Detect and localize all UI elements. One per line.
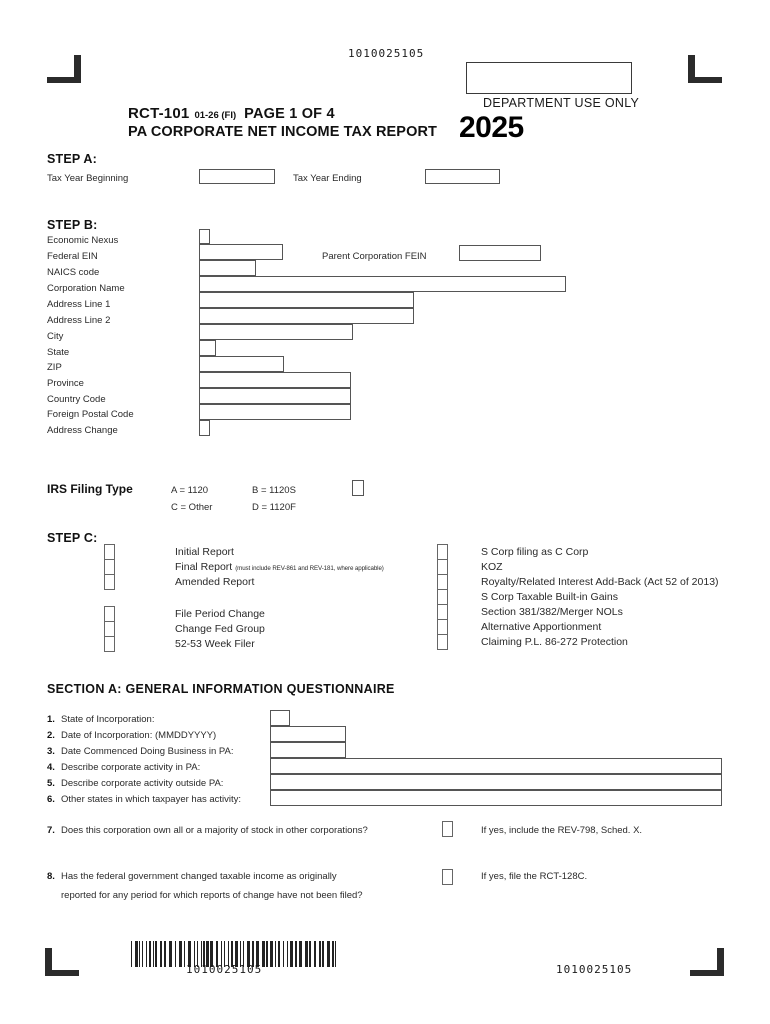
step-c-label-52-53-week-filer: 52-53 Week Filer: [175, 638, 255, 650]
step-c-label-initial-report: Initial Report: [175, 546, 234, 558]
step-c-final-report-note: (must include REV-861 and REV-181, where applicable): [235, 565, 384, 572]
section-a-item-4-label: Describe corporate activity in PA:: [61, 762, 201, 773]
step-c-label-final-report: [175, 561, 384, 573]
step-c-label-file-period-change: File Period Change: [175, 608, 265, 620]
step-c-checkbox-section-381-382-nols[interactable]: [437, 604, 448, 620]
step-b-label-federal-ein: Federal EIN: [47, 251, 98, 262]
step-b-input-zip[interactable]: [199, 356, 284, 372]
form-title-block: [128, 105, 437, 140]
section-a-item-6-number: 6.: [47, 794, 55, 805]
section-a-question-8-checkbox[interactable]: [442, 869, 453, 885]
step-b-label-address-line-2: Address Line 2: [47, 315, 111, 326]
step-c-checkbox-52-53-week-filer[interactable]: [104, 636, 115, 652]
tax-year-beginning-input[interactable]: [199, 169, 275, 184]
step-b-input-address-change[interactable]: [199, 420, 210, 436]
parent-corporation-fein-label: Parent Corporation FEIN: [322, 251, 427, 262]
section-a-item-1-input[interactable]: [270, 710, 290, 726]
page-of-label: PAGE 1 OF 4: [244, 106, 335, 122]
barcode-number: 1010025105: [186, 963, 263, 976]
section-a-item-2-number: 2.: [47, 730, 55, 741]
section-a-question-8-number: 8.: [47, 871, 55, 882]
corner-mark-bottom-left: [45, 948, 79, 976]
step-b-input-state[interactable]: [199, 340, 216, 356]
section-a-item-4-input[interactable]: [270, 758, 722, 774]
tax-year-ending-label: Tax Year Ending: [293, 173, 362, 184]
step-c-final-report-text: Final Report: [175, 561, 233, 573]
irs-filing-type-option-b: B = 1120S: [252, 485, 296, 496]
section-a-item-5-label: Describe corporate activity outside PA:: [61, 778, 224, 789]
step-c-label-pl-86-272-protection: Claiming P.L. 86-272 Protection: [481, 636, 628, 648]
step-c-label-koz: KOZ: [481, 561, 503, 573]
parent-corporation-fein-input[interactable]: [459, 245, 541, 261]
step-c-label-royalty-add-back: Royalty/Related Interest Add-Back (Act 52 of 2013): [481, 576, 719, 588]
tax-year-ending-input[interactable]: [425, 169, 500, 184]
section-a-item-3-input[interactable]: [270, 742, 346, 758]
department-use-only-box[interactable]: [466, 62, 632, 94]
step-c-checkbox-alternative-apportionment[interactable]: [437, 619, 448, 635]
step-b-label-state: State: [47, 347, 70, 358]
form-number: RCT-101: [128, 105, 190, 122]
section-a-question-7-note: If yes, include the REV-798, Sched. X.: [481, 825, 643, 836]
step-b-label-city: City: [47, 331, 64, 342]
section-a-question-7-checkbox[interactable]: [442, 821, 453, 837]
step-a-heading: STEP A:: [47, 152, 98, 166]
section-a-item-1-number: 1.: [47, 714, 55, 725]
corner-mark-bottom-right: [690, 948, 724, 976]
step-b-label-zip: ZIP: [47, 362, 62, 373]
section-a-item-5-input[interactable]: [270, 774, 722, 790]
step-b-label-address-change: Address Change: [47, 425, 118, 436]
form-title-line-2: PA CORPORATE NET INCOME TAX REPORT: [128, 124, 437, 140]
step-c-heading: STEP C:: [47, 531, 98, 545]
step-c-checkbox-final-report[interactable]: [104, 559, 115, 575]
section-a-item-2-label: Date of Incorporation: (MMDDYYYY): [61, 730, 217, 741]
step-c-label-amended-report: Amended Report: [175, 576, 255, 588]
step-c-checkbox-s-corp-built-in-gains[interactable]: [437, 589, 448, 605]
section-a-question-8-note: If yes, file the RCT-128C.: [481, 871, 588, 882]
corner-mark-top-left: [47, 55, 81, 83]
corner-mark-top-right: [688, 55, 722, 83]
step-c-label-s-corp-filing-as-c-corp: S Corp filing as C Corp: [481, 546, 589, 558]
irs-filing-type-option-c: C = Other: [171, 502, 213, 513]
form-title-line-1: [128, 105, 437, 122]
form-revision: 01-26 (FI): [194, 110, 237, 121]
step-b-input-foreign-postal-code[interactable]: [199, 404, 351, 420]
step-c-checkbox-royalty-add-back[interactable]: [437, 574, 448, 590]
section-a-question-8-label-line-1: Has the federal government changed taxable income as originally: [61, 871, 337, 882]
irs-filing-type-option-d: D = 1120F: [252, 502, 296, 513]
irs-filing-type-option-a: A = 1120: [171, 485, 209, 496]
step-b-label-foreign-postal-code: Foreign Postal Code: [47, 409, 134, 420]
step-b-input-country-code[interactable]: [199, 388, 351, 404]
section-a-item-2-input[interactable]: [270, 726, 346, 742]
section-a-heading: SECTION A: GENERAL INFORMATION QUESTIONNAIRE: [47, 682, 395, 696]
step-c-checkbox-s-corp-filing-as-c-corp[interactable]: [437, 544, 448, 560]
step-b-input-federal-ein[interactable]: [199, 244, 283, 260]
step-b-label-address-line-1: Address Line 1: [47, 299, 111, 310]
step-c-checkbox-koz[interactable]: [437, 559, 448, 575]
step-b-label-corporation-name: Corporation Name: [47, 283, 125, 294]
tax-year-heading: 2025: [459, 111, 524, 144]
step-c-checkbox-pl-86-272-protection[interactable]: [437, 634, 448, 650]
section-a-item-4-number: 4.: [47, 762, 55, 773]
step-c-checkbox-initial-report[interactable]: [104, 544, 115, 560]
step-b-input-naics-code[interactable]: [199, 260, 256, 276]
tax-year-beginning-label: Tax Year Beginning: [47, 173, 129, 184]
step-b-input-address-line-2[interactable]: [199, 308, 414, 324]
section-a-item-3-label: Date Commenced Doing Business in PA:: [61, 746, 234, 757]
step-c-label-alternative-apportionment: Alternative Apportionment: [481, 621, 602, 633]
section-a-item-1-label: State of Incorporation:: [61, 714, 155, 725]
step-b-label-naics-code: NAICS code: [47, 267, 100, 278]
step-c-label-s-corp-built-in-gains: S Corp Taxable Built-in Gains: [481, 591, 618, 603]
step-b-input-address-line-1[interactable]: [199, 292, 414, 308]
footer-form-number: 1010025105: [556, 963, 633, 976]
step-b-label-country-code: Country Code: [47, 394, 106, 405]
section-a-question-7-label: Does this corporation own all or a majority of stock in other corporations?: [61, 825, 368, 836]
step-b-input-province[interactable]: [199, 372, 351, 388]
irs-filing-type-input[interactable]: [352, 480, 364, 496]
step-b-heading: STEP B:: [47, 218, 98, 232]
department-use-only-label: DEPARTMENT USE ONLY: [483, 96, 640, 110]
section-a-item-5-number: 5.: [47, 778, 55, 789]
step-c-checkbox-file-period-change[interactable]: [104, 606, 115, 622]
step-c-label-section-381-382-nols: Section 381/382/Merger NOLs: [481, 606, 623, 618]
section-a-item-6-label: Other states in which taxpayer has activity:: [61, 794, 242, 805]
section-a-item-6-input[interactable]: [270, 790, 722, 806]
form-id-top: 1010025105: [348, 47, 425, 60]
step-b-label-economic-nexus: Economic Nexus: [47, 235, 119, 246]
step-b-input-economic-nexus[interactable]: [199, 229, 210, 244]
step-c-label-change-fed-group: Change Fed Group: [175, 623, 265, 635]
step-b-input-city[interactable]: [199, 324, 353, 340]
step-c-checkbox-amended-report[interactable]: [104, 574, 115, 590]
section-a-question-8-label-line-2: reported for any period for which reports of change have not been filed?: [61, 890, 363, 901]
section-a-question-7-number: 7.: [47, 825, 55, 836]
section-a-item-3-number: 3.: [47, 746, 55, 757]
step-b-label-province: Province: [47, 378, 84, 389]
irs-filing-type-heading: IRS Filing Type: [47, 482, 133, 496]
step-b-input-corporation-name[interactable]: [199, 276, 566, 292]
step-c-checkbox-change-fed-group[interactable]: [104, 621, 115, 637]
